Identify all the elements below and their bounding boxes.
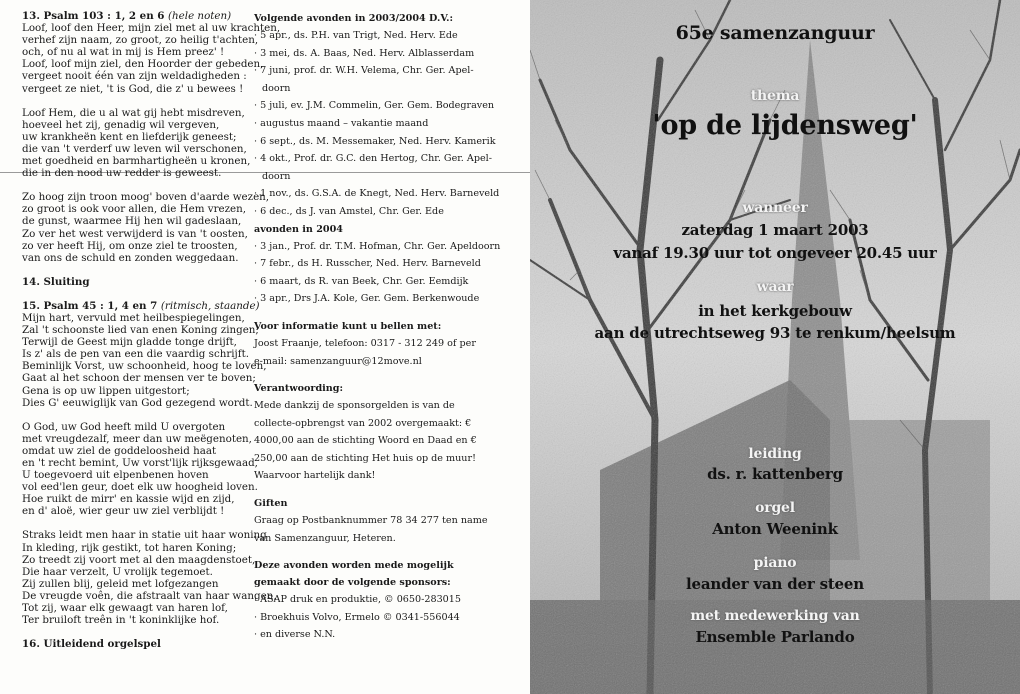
verse-line: De vreugde voên, die afstraalt van haar wangen, (22, 589, 277, 602)
psalm103-title: 13. Psalm 103 : 1, 2 en 6 (22, 10, 165, 22)
verse-line: Tot zij, waar elk gewaagt van haren lof, (22, 602, 228, 615)
schedule-item: doorn (262, 82, 291, 94)
sponsor-item: · en diverse N.N. (254, 626, 526, 644)
verse-line: verhef zijn naam, zo groot, zo heilig t'achten, (22, 34, 259, 47)
verse-line: Zij zullen blij, geleid met lofgezangen (22, 577, 219, 590)
sponsor-item: · ASAP druk en produktie, © 0650-283015 (254, 591, 526, 609)
sponsors-heading-line: gemaakt door de volgende sponsors: (254, 577, 451, 589)
schedule-item: · 5 apr., ds. P.H. van Trigt, Ned. Herv. Ede (254, 27, 526, 45)
leiding-label: leiding (748, 446, 802, 462)
psalm45-verse2 (22, 421, 267, 518)
verse-line: Die haar verzelt, U vrolijk tegemoet. (22, 565, 213, 578)
verse-line: Loof, loof den Heer, mijn ziel met al uw krachten, (22, 22, 281, 35)
avonden-2004-list (254, 238, 526, 308)
schedule-item: · 3 jan., Prof. dr. T.M. Hofman, Chr. Ger. Apeldoorn (254, 238, 526, 256)
piano-name: leander van der steen (686, 575, 864, 593)
verse-line: Straks leidt men haar in statie uit haar woning (22, 529, 267, 542)
verse-line: In kleding, rijk gestikt, tot haren Koning; (22, 541, 237, 554)
orgelspel-heading: 16. Uitleidend orgelspel (22, 638, 161, 651)
ensemble-name: Ensemble Parlando (695, 628, 855, 646)
verse-line: U toegevoerd uit elpenbenen hoven (22, 469, 209, 482)
info-lines (254, 335, 526, 370)
avonden-heading: Volgende avonden in 2003/2004 D.V.: (254, 13, 454, 24)
verse-line: van ons de schuld en zonden weggedaan. (22, 251, 239, 264)
avonden-2003-list (254, 27, 526, 221)
verse-line: vergeet nooit één van zijn weldadigheden : (22, 70, 247, 83)
verse-line: en d' aloë, wier geur uw ziel verblijdt ! (22, 505, 225, 518)
verse-line: Dies G' eeuwiglijk van God gezegend wordt. (22, 396, 253, 409)
thema-title: 'op de lijdensweg' (652, 110, 918, 141)
verse-line: Hoe ruikt de mirr' en kassie wijd en zijd, (22, 493, 235, 506)
schedule-item: · 5 juli, ev. J.M. Commelin, Ger. Gem. Bodegraven (254, 97, 526, 115)
verse-line: Loof, loof mijn ziel, den Hoorder der gebeden, (22, 58, 264, 71)
verse-line: met vreugdezalf, meer dan uw meëgenoten, (22, 432, 252, 445)
verse-line: die van 't verderf uw leven wil verschonen, (22, 142, 247, 155)
sponsors-list (254, 591, 526, 644)
giften-heading: Giften (254, 498, 288, 510)
verse-line: vol eed'len geur, doet elk uw hoogheid loven. (22, 481, 258, 494)
psalm103-verse2 (22, 107, 267, 180)
verse-line: vergeet ze niet, 't is God, die z' u bewees ! (22, 82, 244, 95)
verse-line: Zo hoog zijn troon moog' boven d'aarde wezen, (22, 191, 270, 204)
poster-panel (530, 0, 1020, 694)
verse-line: en 't recht bemint, Uw vorst'lijk rijksgewaad, (22, 457, 258, 469)
verse-line: Zo ver het west verwijderd is van 't oosten, (22, 227, 248, 240)
wanneer-label: wanneer (742, 200, 808, 216)
schedule-item: · 3 mei, ds. A. Baas, Ned. Herv. Alblasserdam (254, 45, 526, 63)
avonden-2004-heading: avonden in 2004 (254, 223, 343, 235)
verse-line: Gaat al het schoon der mensen ver te boven; (22, 372, 256, 385)
info-heading: Voor informatie kunt u bellen met: (254, 320, 442, 332)
verantwoording-text: Mede dankzij de sponsorgelden is van de collecte-opbrengst van 2002 overgemaakt: € 4000,00 aan de stichting Woord en Daad en € 250,00 aan de stichting Het huis op de muur! Waarvoor hartelijk dank! (254, 400, 477, 482)
orgel-label: orgel (755, 500, 795, 516)
event-time: vanaf 19.30 uur tot ongeveer 20.45 uur (613, 244, 937, 262)
verse-line: Loof Hem, die u al wat gij hebt misdreven, (22, 106, 245, 119)
verse-line: Terwijl de Geest mijn gladde tonge drijft, (22, 336, 237, 349)
verantwoording-heading: Verantwoording: (254, 383, 344, 395)
event-date: zaterdag 1 maart 2003 (681, 221, 869, 239)
verse-line: Is z' als de pen van een die vaardig schrijft. (22, 348, 249, 361)
schedule-item: · 6 sept., ds. M. Messemaker, Ned. Herv. Kamerik (254, 133, 526, 151)
medewerking-label: met medewerking van (690, 608, 860, 624)
verse-line: och, of nu al wat in mij is Hem preez' ! (22, 46, 225, 59)
sluiting-heading: 14. Sluiting (22, 275, 90, 288)
place-line2: aan de utrechtseweg 93 te renkum/heelsum (594, 324, 956, 342)
verse-line: hoeveel het zij, genadig wil vergeven, (22, 118, 220, 131)
giften-line: Graag op Postbanknummer 78 34 277 ten name (254, 515, 488, 527)
schedule-item: · 7 febr., ds H. Russcher, Ned. Herv. Barneveld (254, 255, 526, 273)
psalm45-verse1 (22, 312, 267, 409)
giften-line: van Samenzanguur, Heteren. (254, 532, 396, 544)
verse-line: O God, uw God heeft mild U overgoten (22, 420, 226, 433)
schedule-item: · augustus maand – vakantie maand (254, 115, 526, 133)
poster-title: 65e samenzanguur (675, 22, 875, 44)
leiding-name: ds. r. kattenberg (707, 465, 843, 483)
verse-line: Zo treedt zij voort met al den maagdenstoet, (22, 553, 256, 566)
info-column (254, 10, 526, 644)
verse-line: Beminlijk Vorst, uw schoonheid, hoog te loven, (22, 360, 267, 373)
verse-line: Mijn hart, vervuld met heilbespiegelingen, (22, 311, 245, 324)
schedule-item: · 1 nov., ds. G.S.A. de Knegt, Ned. Herv. Barneveld (254, 185, 526, 203)
sponsor-item: · Broekhuis Volvo, Ermelo © 0341-556044 (254, 609, 526, 627)
verse-line: die in den nood uw redder is geweest. (22, 167, 222, 180)
verse-line: zo groot is ook voor allen, die Hem vrezen, (22, 203, 247, 216)
verse-line: Gena is op uw lippen uitgestort; (22, 384, 190, 397)
verse-line: Zal 't schoonste lied van enen Koning zingen; (22, 324, 259, 337)
sponsors-heading (254, 557, 526, 591)
orgel-name: Anton Weenink (712, 520, 838, 538)
schedule-item: · 4 okt., Prof. dr. G.C. den Hertog, Chr. Ger. Apel- (254, 150, 526, 168)
piano-label: piano (753, 555, 797, 571)
sponsors-heading-line: Deze avonden worden mede mogelijk (254, 560, 454, 572)
place-line1: in het kerkgebouw (698, 302, 852, 320)
psalm45-note: (ritmisch, staande) (160, 299, 260, 312)
schedule-item: · 3 apr., Drs J.A. Kole, Ger. Gem. Berkenwoude (254, 290, 526, 308)
schedule-item: · 6 dec., ds J. van Amstel, Chr. Ger. Ede (254, 203, 526, 221)
schedule-item: · 7 juni, prof. dr. W.H. Velema, Chr. Ger. Apel- (254, 62, 526, 80)
schedule-item: doorn (262, 170, 291, 182)
psalm45-title: 15. Psalm 45 : 1, 4 en 7 (22, 299, 158, 312)
verse-line: de gunst, waarmee Hij hen wil gadeslaan, (22, 215, 242, 228)
info-line: Joost Fraanje, telefoon: 0317 - 312 249 of per (254, 337, 476, 349)
thema-label: thema (750, 88, 800, 104)
verse-line: Ter bruiloft treên in 't koninklijke hof. (22, 614, 220, 627)
psalm103-verse3 (22, 191, 270, 264)
verse-line: met goedheid en barmhartigheën u kronen, (22, 155, 251, 168)
verse-line: zo ver heeft Hij, om onze ziel te troosten, (22, 239, 238, 252)
verse-line: uw krankheën kent en liefderijk geneest; (22, 130, 237, 143)
waar-label: waar (756, 279, 794, 295)
giften-lines (254, 512, 526, 547)
info-line: e-mail: samenzanguur@12move.nl (254, 355, 422, 367)
psalm45-verse3 (22, 529, 277, 627)
schedule-item: · 6 maart, ds R. van Beek, Chr. Ger. Eemdijk (254, 273, 526, 291)
psalm103-note: (hele noten) (168, 10, 232, 22)
verse-line: omdat uw ziel de goddeloosheid haat (22, 444, 217, 457)
